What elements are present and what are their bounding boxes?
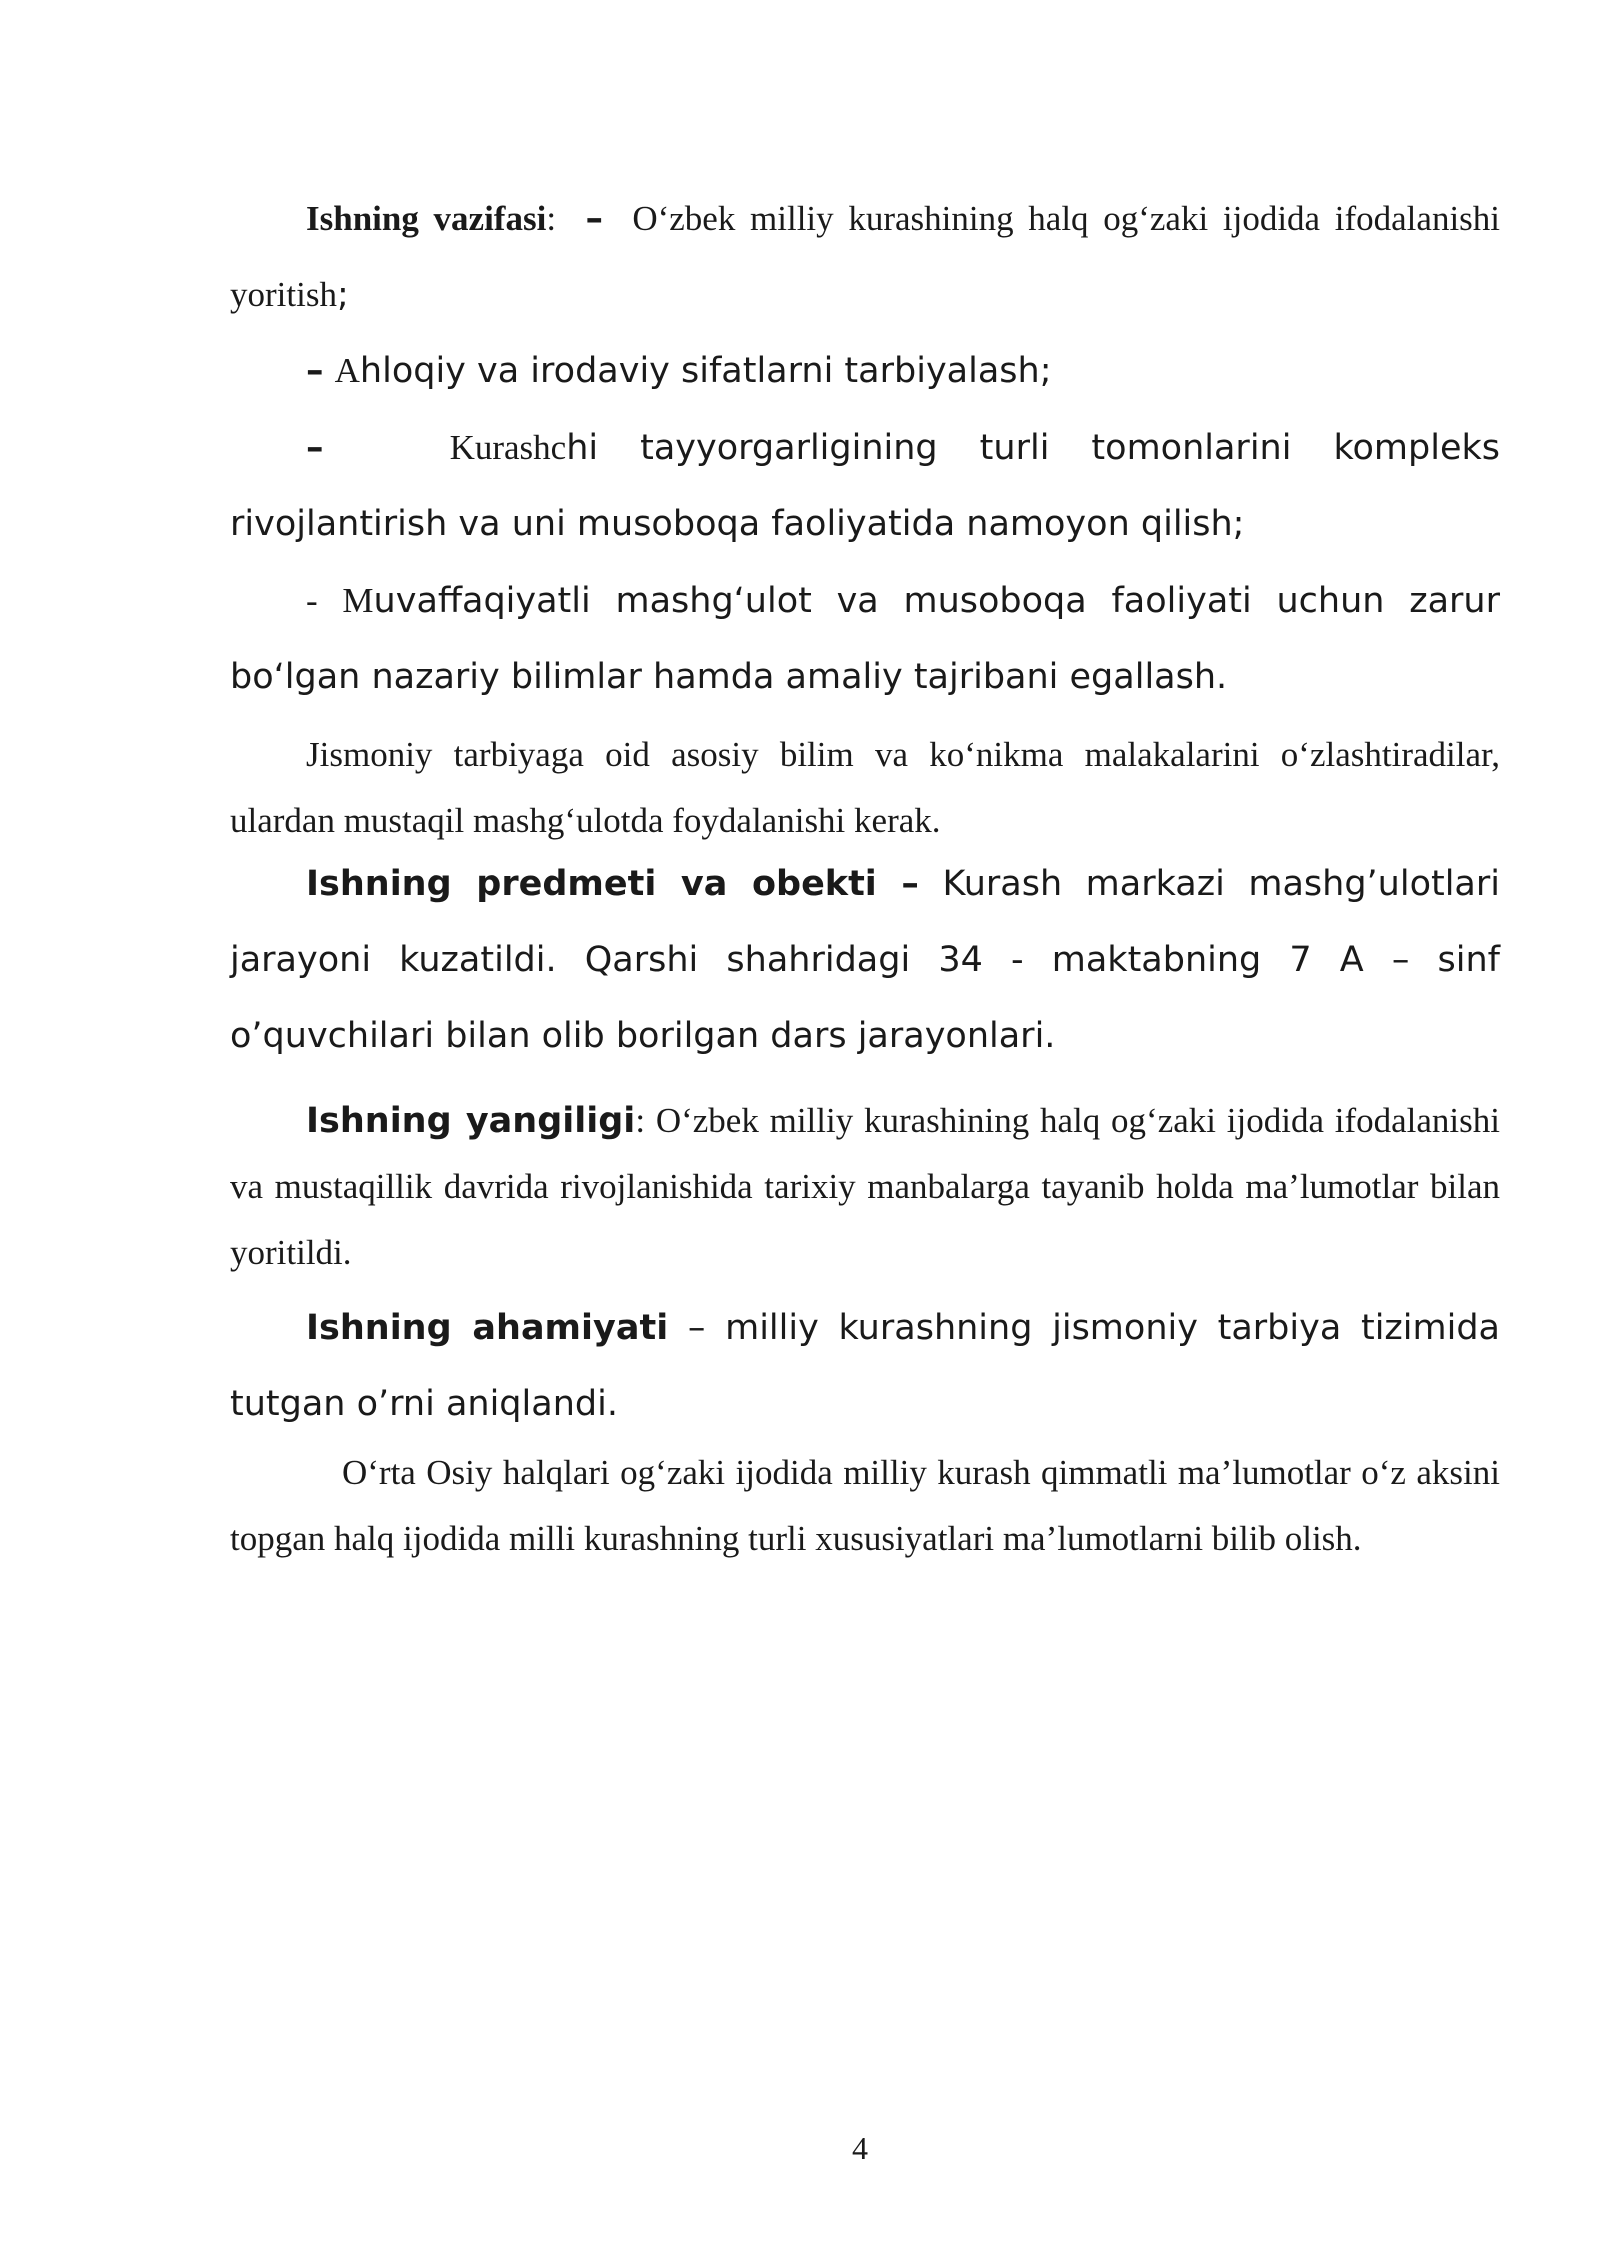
dash: –	[585, 199, 603, 239]
text-yangiligi: O‘zbek milliy kurashining halq og‘zaki ijodida ifodalanishi va mustaqillik davrida rivojlanishida tarixiy manbalarga tayanib holda ma’lumotlar bilan yoritildi.	[230, 1101, 1500, 1272]
label-ahamiyati: Ishning ahamiyati	[306, 1308, 669, 1348]
text-kurashchi: hi tayyorgarligining turli tomonlarini kompleks rivojlantirish va uni musoboqa faoliyatida namoyon qilish;	[230, 428, 1500, 544]
paragraph-orta-osiy	[230, 1440, 1500, 1572]
semicolon: ;	[336, 275, 349, 315]
label-predmeti: Ishning predmeti va obekti –	[306, 864, 919, 904]
paragraph-vazifasi	[230, 181, 1500, 333]
colon: :	[635, 1101, 646, 1140]
paragraph-jismoniy	[230, 722, 1500, 854]
text-jismoniy: Jismoniy tarbiyaga oid asosiy bilim va ko‘nikma malakalarini o‘zlashtiradilar, ulardan mustaqil mashg‘ulotda foydalanishi kerak.	[230, 735, 1500, 840]
text-ahloqiy: hloqiy va irodaviy sifatlarni tarbiyalash;	[359, 351, 1052, 391]
text-orta-osiy: O‘rta Osiy halqlari og‘zaki ijodida milliy kurash qimmatli ma’lumotlar o‘z aksini topgan halq ijodida milli kurashning turli xususiyatlari ma’lumotlarni bilib olish.	[230, 1453, 1500, 1558]
label-vazifasi: Ishning vazifasi	[306, 199, 547, 238]
text-muvaffaqiyatli: uvaffaqiyatli mashg‘ulot va musoboqa faoliyati uchun zarur bo‘lgan nazariy bilimlar hamda amaliy tajribani egallash.	[230, 581, 1500, 697]
text-vazifasi: O‘zbek milliy kurashining halq og‘zaki ijodida ifodalanishi yoritish	[230, 199, 1501, 314]
list-item-ahloqiy	[230, 333, 1500, 409]
dash: –	[306, 351, 324, 391]
paragraph-predmeti	[230, 846, 1500, 1074]
text-ahamiyati: – milliy kurashning jismoniy tarbiya tizimida tutgan o’rni aniqlandi.	[230, 1308, 1501, 1424]
list-item-kurashchi	[230, 410, 1500, 562]
paragraph-ahamiyati	[230, 1290, 1500, 1442]
text-predmeti: Kurash markazi mashg’ulotlari jarayoni kuzatildi. Qarshi shahridagi 34 - maktabning 7 A – sinf o’quvchilari bilan olib borilgan dars jarayonlari.	[230, 864, 1500, 1056]
page-number: 4	[852, 2130, 868, 2166]
dash: –	[306, 428, 324, 468]
colon: :	[546, 199, 557, 238]
paragraph-yangiligi	[230, 1088, 1500, 1286]
lead-word: Kurashc	[449, 428, 567, 467]
dash: -	[306, 581, 318, 620]
first-letter: M	[342, 581, 374, 620]
list-item-muvaffaqiyatli	[230, 563, 1500, 715]
first-letter: A	[334, 351, 360, 390]
label-yangiligi: Ishning yangiligi	[306, 1101, 636, 1141]
